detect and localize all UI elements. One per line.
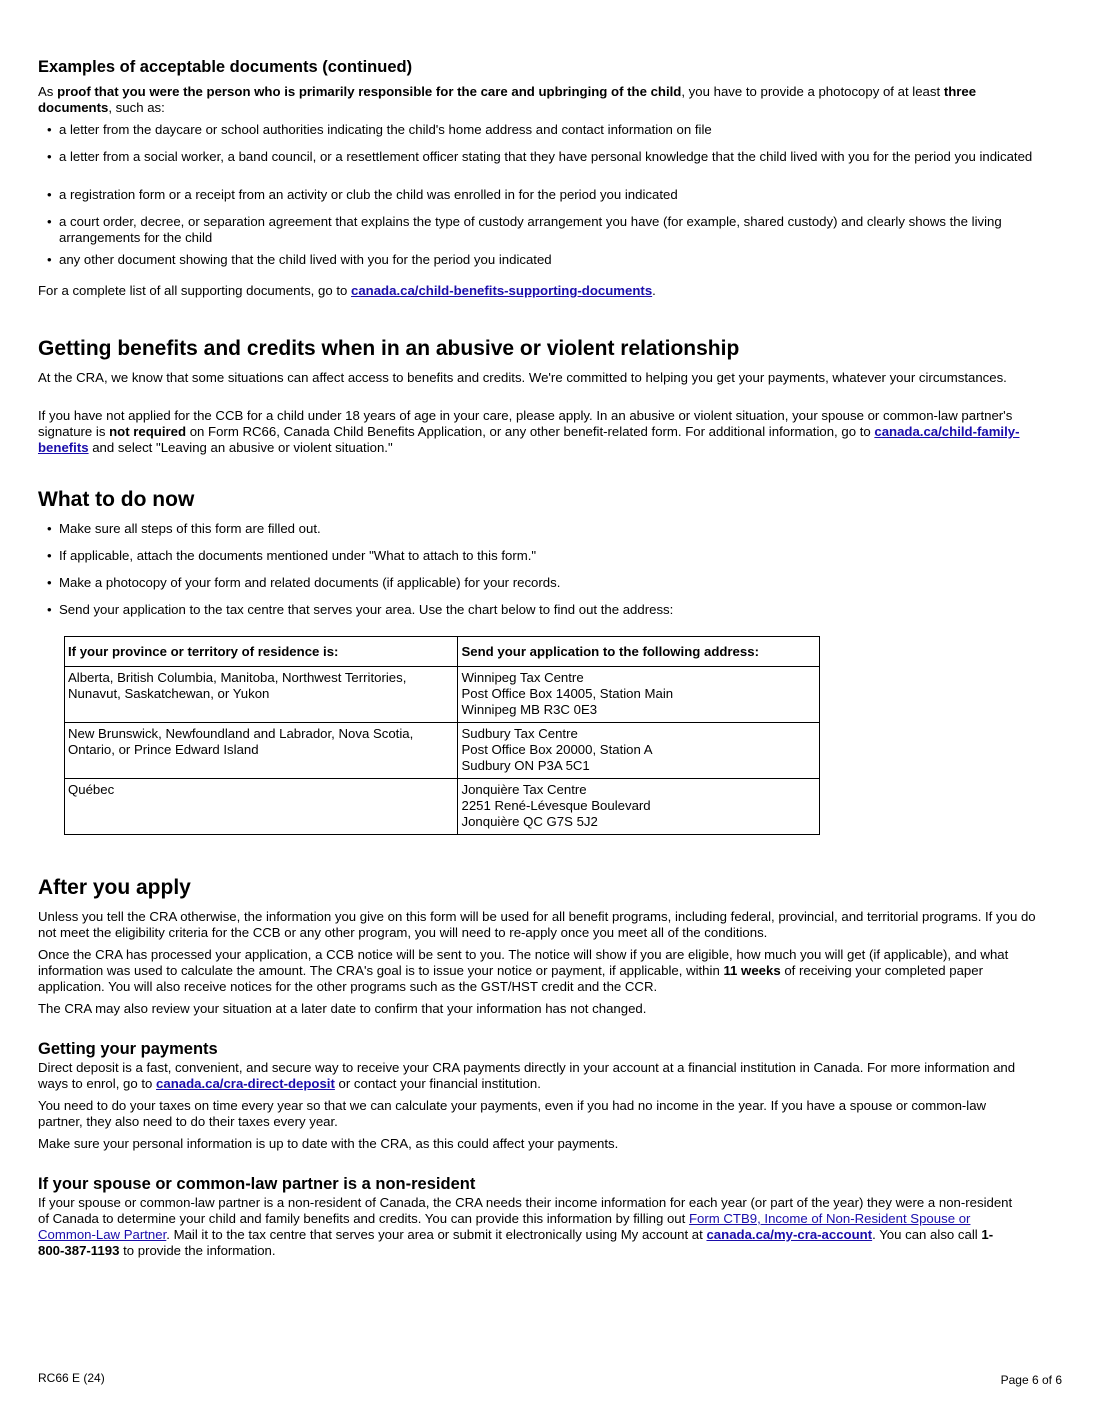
supporting-documents-link[interactable]: canada.ca/child-benefits-supporting-documents xyxy=(351,283,653,298)
what-to-do-list xyxy=(38,548,1048,564)
child-family-benefits-link[interactable]: canada.ca/child-family-benefits xyxy=(38,424,1020,455)
examples-intro: As proof that you were the person who is primarily responsible for the care and upbringing of the child, you have to provide a photocopy of at least three documents, such as: xyxy=(38,84,977,115)
list-item: • a letter from a social worker, a band council, or a resettlement officer stating that they have personal knowledge that the child lived with you for the period you indicated xyxy=(38,149,1048,165)
table-cell-address: Winnipeg Tax Centre Post Office Box 14005, Station Main Winnipeg MB R3C 0E3 xyxy=(458,667,820,723)
what-to-do-heading: What to do now xyxy=(38,488,195,511)
examples-list xyxy=(38,187,1048,203)
abusive-paragraph-1: At the CRA, we know that some situations can affect access to benefits and credits. We're committed to helping you get your payments, whatever your circumstances. xyxy=(38,370,1007,385)
list-item: • Make sure all steps of this form are filled out. xyxy=(38,521,1048,537)
examples-list xyxy=(38,122,1048,138)
nonresident-heading: If your spouse or common-law partner is a non-resident xyxy=(38,1175,476,1193)
table-row xyxy=(65,723,820,779)
table-cell-address: Sudbury Tax Centre Post Office Box 20000, Station A Sudbury ON P3A 5C1 xyxy=(458,723,820,779)
table-cell-region: Alberta, British Columbia, Manitoba, Northwest Territories, Nunavut, Saskatchewan, or Yukon xyxy=(65,667,458,723)
examples-list xyxy=(38,214,1048,246)
examples-heading: Examples of acceptable documents (continued) xyxy=(38,58,413,76)
payments-heading: Getting your payments xyxy=(38,1040,218,1058)
after-apply-paragraph-3: The CRA may also review your situation at a later date to confirm that your information has not changed. xyxy=(38,1001,647,1016)
list-item: • Make a photocopy of your form and related documents (if applicable) for your records. xyxy=(38,575,1048,591)
list-item: • any other document showing that the child lived with you for the period you indicated xyxy=(38,252,1048,268)
complete-list-text: For a complete list of all supporting documents, go to canada.ca/child-benefits-supporting-documents. xyxy=(38,283,656,298)
table-row xyxy=(65,667,820,723)
what-to-do-list xyxy=(38,521,1048,537)
list-item: • Send your application to the tax centre that serves your area. Use the chart below to find out the address: xyxy=(38,602,1048,618)
table-cell-region: New Brunswick, Newfoundland and Labrador, Nova Scotia, Ontario, or Prince Edward Island xyxy=(65,723,458,779)
my-cra-account-link[interactable]: canada.ca/my-cra-account xyxy=(706,1227,873,1242)
after-apply-paragraph-1: Unless you tell the CRA otherwise, the information you give on this form will be used for all benefit programs, including federal, provincial, and territorial programs. If you do not meet the eligibility criteria for the CCB or any other program, you will need to re-apply once you meet all of the conditions. xyxy=(38,909,1036,940)
list-item: • a court order, decree, or separation agreement that explains the type of custody arrangement you have (for example, shared custody) and clearly shows the living arrangements for the child xyxy=(38,214,1048,246)
table-row xyxy=(65,779,820,835)
payments-paragraph-1: Direct deposit is a fast, convenient, and secure way to receive your CRA payments directly in your account at a financial institution in Canada. For more information and ways to enrol, go to canada.ca/cra-direct-deposit or contact your financial institution. xyxy=(38,1060,1016,1091)
table-header-address: Send your application to the following address: xyxy=(458,637,820,667)
list-item: • a letter from the daycare or school authorities indicating the child's home address and contact information on file xyxy=(38,122,1048,138)
form-id: RC66 E (24) xyxy=(38,1371,105,1385)
after-apply-paragraph-2: Once the CRA has processed your application, a CCB notice will be sent to you. The notice will show if you are eligible, how much you will get (if applicable), and what information was used to calculate the amount. The CRA's goal is to issue your notice or payment, if applicable, within 11 weeks of receiving your completed paper application. You will also receive notices for the other programs such as the GST/HST credit and the CCR. xyxy=(38,947,1009,994)
table-header-region: If your province or territory of residence is: xyxy=(65,637,458,667)
form-ctb9-link[interactable]: Form CTB9, Income of Non-Resident Spouse or Common-Law Partner xyxy=(38,1211,971,1242)
list-item: • a registration form or a receipt from an activity or club the child was enrolled in for the period you indicated xyxy=(38,187,1048,203)
direct-deposit-link[interactable]: canada.ca/cra-direct-deposit xyxy=(156,1076,335,1091)
what-to-do-list xyxy=(38,575,1048,591)
payments-paragraph-2: You need to do your taxes on time every year so that we can calculate your payments, even if you had no income in the year. If you have a spouse or common-law partner, they also need to do their taxes every year. xyxy=(38,1098,987,1129)
phone-number: 1-800-387-1193 xyxy=(38,1227,994,1258)
table-cell-region: Québec xyxy=(65,779,458,835)
payments-paragraph-3: Make sure your personal information is up to date with the CRA, as this could affect your payments. xyxy=(38,1136,619,1151)
after-apply-heading: After you apply xyxy=(38,876,191,899)
list-item: • If applicable, attach the documents mentioned under "What to attach to this form." xyxy=(38,548,1048,564)
nonresident-paragraph: If your spouse or common-law partner is a non-resident of Canada, the CRA needs their income information for each year (or part of the year) they were a non-resident of Canada to determine your child and family benefits and credits. You can provide this information by filling out Form CTB9, Income of Non-Resident Spouse or Common-Law Partner. Mail it to the tax centre that serves your area or submit it electronically using My account at canada.ca/my-cra-account. You can also call 1-800-387-1193 to provide the information. xyxy=(38,1195,1013,1258)
abusive-paragraph-2: If you have not applied for the CCB for a child under 18 years of age in your care, please apply. In an abusive or violent situation, your spouse or common-law partner's signature is not required on Form RC66, Canada Child Benefits Application, or any other benefit-related form. For additional information, go to canada.ca/child-family-benefits and select "Leaving an abusive or violent situation." xyxy=(38,408,1020,455)
examples-list xyxy=(38,252,1048,268)
examples-list xyxy=(38,149,1048,165)
table-header-row xyxy=(65,637,820,667)
abusive-heading: Getting benefits and credits when in an abusive or violent relationship xyxy=(38,337,740,360)
table-cell-address: Jonquière Tax Centre 2251 René-Lévesque Boulevard Jonquière QC G7S 5J2 xyxy=(458,779,820,835)
tax-centre-table xyxy=(64,636,820,835)
page-number: Page 6 of 6 xyxy=(1000,1373,1062,1387)
what-to-do-list xyxy=(38,602,1048,618)
